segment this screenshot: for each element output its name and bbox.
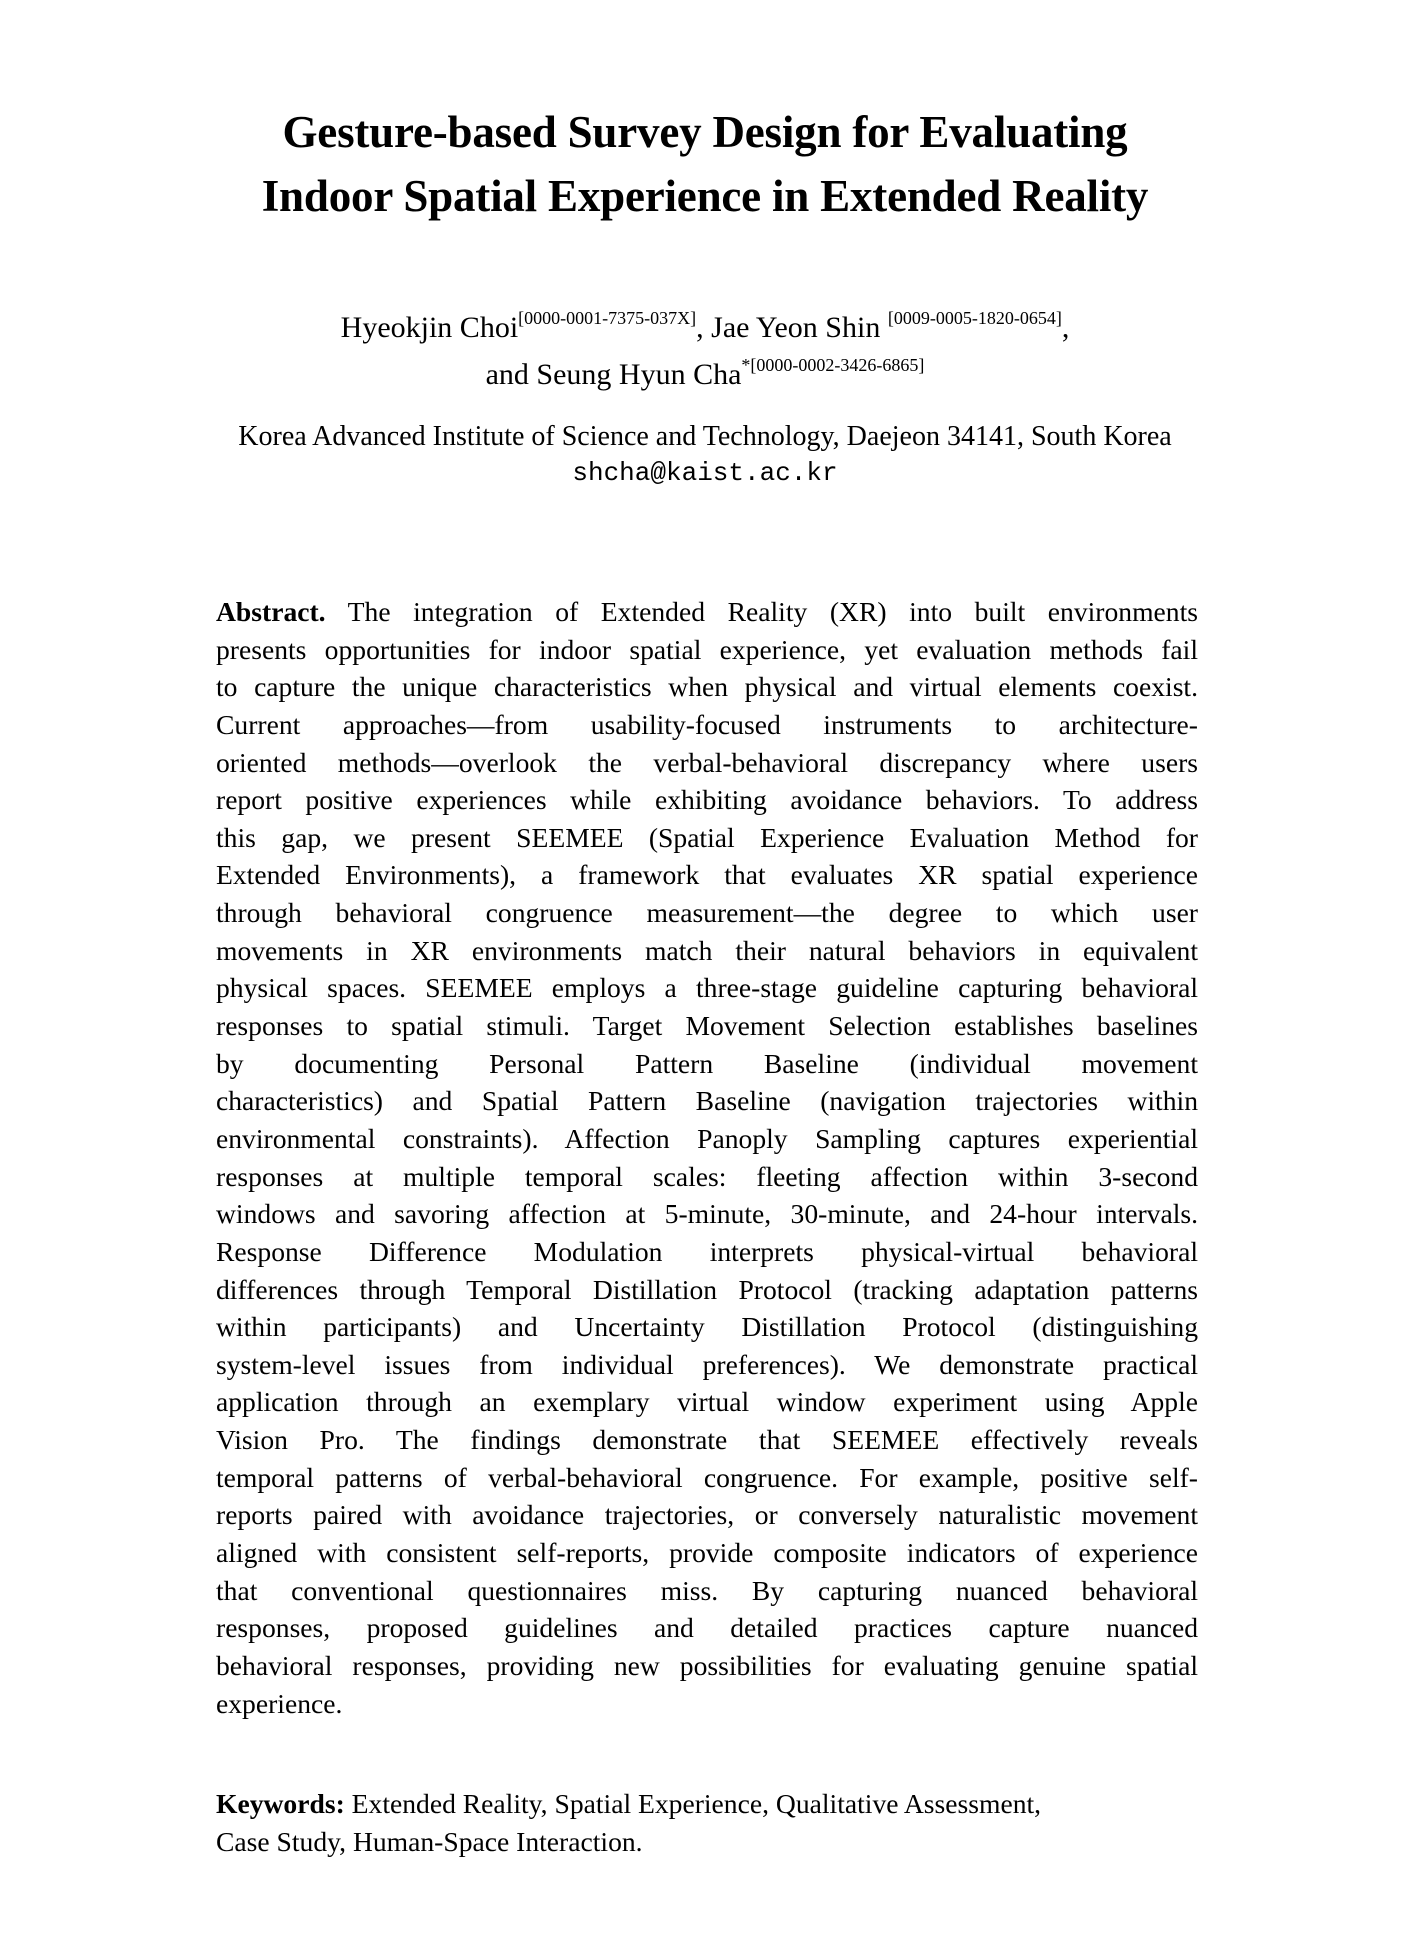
abstract-line: Current approaches—from usability-focused instruments to architecture-	[216, 708, 1198, 740]
author-name: Jae Yeon Shin	[711, 311, 888, 344]
abstract-label: Abstract.	[216, 596, 326, 627]
abstract-line: responses, proposed guidelines and detailed practices capture nuanced	[216, 1612, 1198, 1644]
abstract-line: system-level issues from individual preferences). We demonstrate practical	[216, 1348, 1198, 1380]
abstract-line: Vision Pro. The findings demonstrate that SEEMEE effectively reveals	[216, 1424, 1198, 1456]
abstract-line: aligned with consistent self-reports, provide composite indicators of experience	[216, 1537, 1198, 1569]
keywords-text: Extended Reality, Spatial Experience, Qualitative Assessment,	[344, 1788, 1042, 1819]
author-name: Hyeokjin Choi	[340, 311, 519, 344]
abstract-line: responses to spatial stimuli. Target Movement Selection establishes baselines	[216, 1010, 1198, 1042]
author-orcid: *[0000-0002-3426-6865]	[741, 355, 925, 375]
abstract-line: reports paired with avoidance trajectories, or conversely naturalistic movement	[216, 1499, 1198, 1531]
abstract-line: within participants) and Uncertainty Distillation Protocol (distinguishing	[216, 1311, 1198, 1343]
abstract-line: by documenting Personal Pattern Baseline (individual movement	[216, 1047, 1198, 1079]
abstract-text: The integration of Extended Reality (XR) into built environments	[325, 596, 1198, 627]
abstract-line: to capture the unique characteristics when physical and virtual elements coexist.	[216, 671, 1198, 703]
author-line-1	[0, 306, 1410, 353]
abstract-line	[216, 593, 1198, 631]
abstract-line: that conventional questionnaires miss. By capturing nuanced behavioral	[216, 1574, 1198, 1606]
keywords-line	[216, 1785, 1198, 1823]
abstract-line: experience.	[216, 1687, 343, 1719]
author-list	[0, 306, 1410, 400]
abstract-line: presents opportunities for indoor spatial experience, yet evaluation methods fail	[216, 633, 1198, 665]
abstract-line: physical spaces. SEEMEE employs a three-stage guideline capturing behavioral	[216, 972, 1198, 1004]
keywords	[216, 1785, 1198, 1860]
abstract-line: Extended Environments), a framework that evaluates XR spatial experience	[216, 859, 1198, 891]
author-orcid: [0000-0001-7375-037X]	[518, 308, 697, 328]
abstract-line: through behavioral congruence measurement—the degree to which user	[216, 897, 1198, 929]
title-line-2: Indoor Spatial Experience in Extended Reality	[261, 171, 1149, 221]
abstract-line: temporal patterns of verbal-behavioral congruence. For example, positive self-	[216, 1461, 1198, 1493]
abstract-line: windows and savoring affection at 5-minute, 30-minute, and 24-hour intervals.	[216, 1198, 1198, 1230]
corresponding-email: shcha@kaist.ac.kr	[572, 458, 838, 488]
abstract-line: this gap, we present SEEMEE (Spatial Experience Evaluation Method for	[216, 821, 1198, 853]
author-conjunction: and	[485, 358, 537, 391]
author-name: Seung Hyun Cha	[536, 358, 742, 391]
affiliation: Korea Advanced Institute of Science and Technology, Daejeon 34141, South Korea	[238, 421, 1172, 452]
author-orcid: [0009-0005-1820-0654]	[887, 308, 1062, 328]
abstract-line: oriented methods—overlook the verbal-behavioral discrepancy where users	[216, 746, 1198, 778]
abstract-line: environmental constraints). Affection Panoply Sampling captures experiential	[216, 1122, 1198, 1154]
abstract-line: responses at multiple temporal scales: fleeting affection within 3-second	[216, 1160, 1198, 1192]
abstract	[216, 593, 1198, 1722]
keywords-label: Keywords:	[216, 1788, 345, 1819]
abstract-line: movements in XR environments match their natural behaviors in equivalent	[216, 934, 1198, 966]
abstract-line: behavioral responses, providing new possibilities for evaluating genuine spatial	[216, 1649, 1198, 1681]
title-line-1: Gesture-based Survey Design for Evaluating	[282, 107, 1128, 157]
abstract-line: report positive experiences while exhibiting avoidance behaviors. To address	[216, 784, 1198, 816]
abstract-line: differences through Temporal Distillation Protocol (tracking adaptation patterns	[216, 1273, 1198, 1305]
abstract-line: characteristics) and Spatial Pattern Baseline (navigation trajectories within	[216, 1085, 1198, 1117]
paper-title	[0, 100, 1410, 228]
abstract-line: Response Difference Modulation interprets physical-virtual behavioral	[216, 1235, 1198, 1267]
author-separator: ,	[1061, 311, 1070, 344]
keywords-line: Case Study, Human-Space Interaction.	[216, 1825, 643, 1857]
author-line-2	[0, 353, 1410, 400]
abstract-line: application through an exemplary virtual window experiment using Apple	[216, 1386, 1198, 1418]
author-separator: ,	[696, 311, 712, 344]
